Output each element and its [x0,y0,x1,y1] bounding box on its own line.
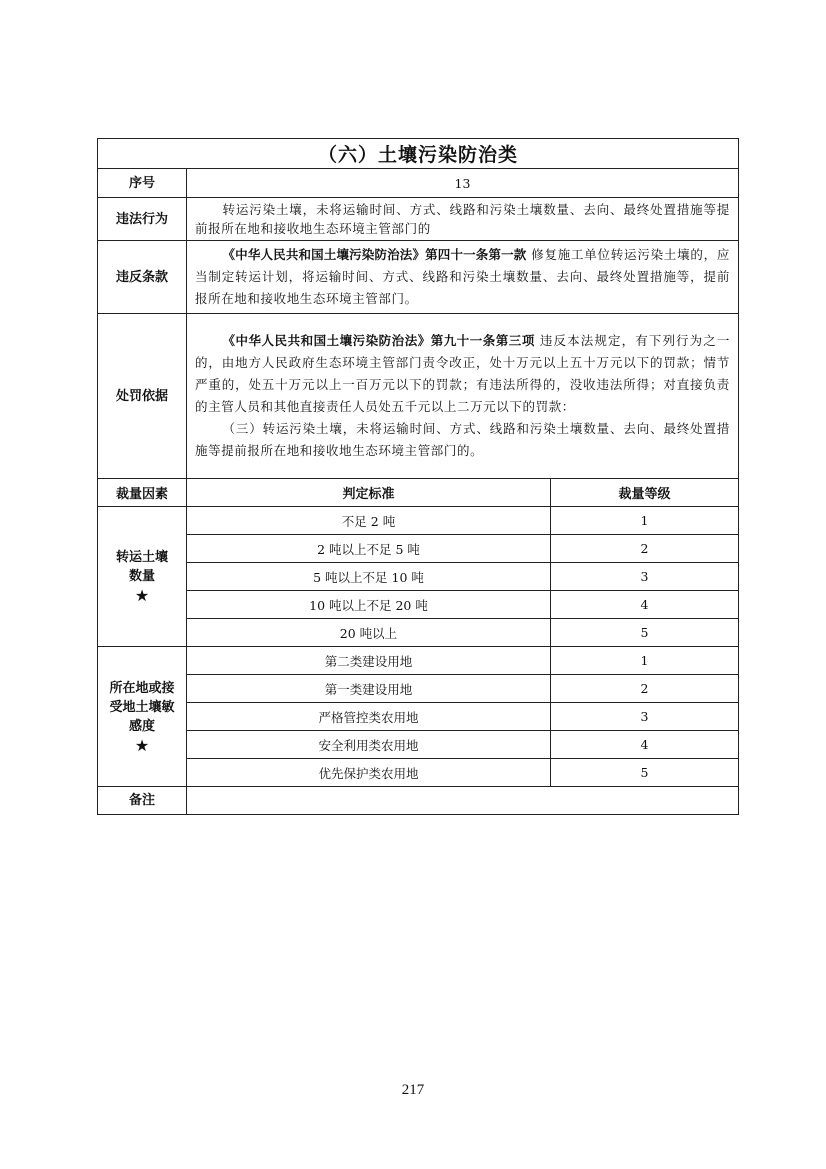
penalty-basis-text: 违反本法规定，有下列行为之一的，由地方人民政府生态环境主管部门责令改正，处十万元以上五十万元以下的罚款；情节严重的，处五十万元以上一百万元以下的罚款；有违法所得的，没收违法所得；对直接负责的主管人员和其他直接责任人员处五千元以上二万元以下的罚款： [195,333,731,414]
factor-name-soil-sensitivity [98,647,187,787]
level-cell: 1 [551,507,739,535]
criteria-cell: 不足 2 吨 [187,507,551,535]
factor-row [98,759,739,787]
violation-cell [187,198,739,241]
star-icon: ★ [134,735,150,755]
factor-name-transfer-quantity [98,507,187,647]
level-cell: 2 [551,675,739,703]
factor-name-line: 受地土壤敏 [109,699,175,715]
violated-clause-text: 修复施工单位转运污染土壤的，应当制定转运计划，将运输时间、方式、线路和污染土壤数量、去向、最终处置措施等，提前报所在地和接收地生态环境主管部门。 [195,247,731,306]
criteria-cell: 严格管控类农用地 [187,703,551,731]
level-cell: 4 [551,591,739,619]
penalty-basis-label: 处罚依据 [98,314,187,479]
criteria-cell: 安全利用类农用地 [187,731,551,759]
page-number: 217 [401,1082,425,1098]
header-factor: 裁量因素 [98,479,187,507]
violated-clause-law: 《中华人民共和国土壤污染防治法》第四十一条第一款 [222,247,527,262]
level-cell: 2 [551,535,739,563]
remarks-label: 备注 [98,787,187,815]
factor-name-line: 数量 [128,569,155,584]
factor-name-line: 转运土壤 [115,550,168,565]
criteria-cell: 优先保护类农用地 [187,759,551,787]
criteria-cell: 2 吨以上不足 5 吨 [187,535,551,563]
violated-clause-label: 违反条款 [98,241,187,314]
level-cell: 5 [551,759,739,787]
violation-label: 违法行为 [98,198,187,241]
violation-text: 转运污染土壤，未将运输时间、方式、线路和污染土壤数量、去向、最终处置措施等提前报所在地和接收地生态环境主管部门的 [195,202,731,236]
criteria-cell: 第二类建设用地 [187,647,551,675]
penalty-basis-item: （三）转运污染土壤，未将运输时间、方式、线路和污染土壤数量、去向、最终处置措施等提前报所在地和接收地生态环境主管部门的。 [195,421,731,458]
level-cell: 4 [551,731,739,759]
penalty-basis-cell [187,314,739,479]
criteria-cell: 第一类建设用地 [187,675,551,703]
factor-row [98,731,739,759]
factor-name-line: 所在地或接 [109,680,175,696]
factor-row [98,591,739,619]
level-cell: 3 [551,563,739,591]
violated-clause-cell [187,241,739,314]
factor-row [98,535,739,563]
factor-row [98,647,739,675]
penalty-discretion-table [97,138,739,815]
star-icon: ★ [134,586,150,605]
serial-label: 序号 [98,169,187,198]
factor-name-line: 感度 [128,718,155,734]
remarks-value [187,787,739,815]
criteria-cell: 5 吨以上不足 10 吨 [187,563,551,591]
factor-row [98,563,739,591]
criteria-cell: 20 吨以上 [187,619,551,647]
serial-value: 13 [187,169,739,198]
penalty-basis-law: 《中华人民共和国土壤污染防治法》第九十一条第三项 [222,333,535,348]
factor-row [98,703,739,731]
header-criteria: 判定标准 [187,479,551,507]
factor-row [98,619,739,647]
header-level: 裁量等级 [551,479,739,507]
criteria-cell: 10 吨以上不足 20 吨 [187,591,551,619]
level-cell: 1 [551,647,739,675]
factor-row [98,675,739,703]
level-cell: 3 [551,703,739,731]
level-cell: 5 [551,619,739,647]
factor-row [98,507,739,535]
table-title: （六）土壤污染防治类 [98,139,739,169]
